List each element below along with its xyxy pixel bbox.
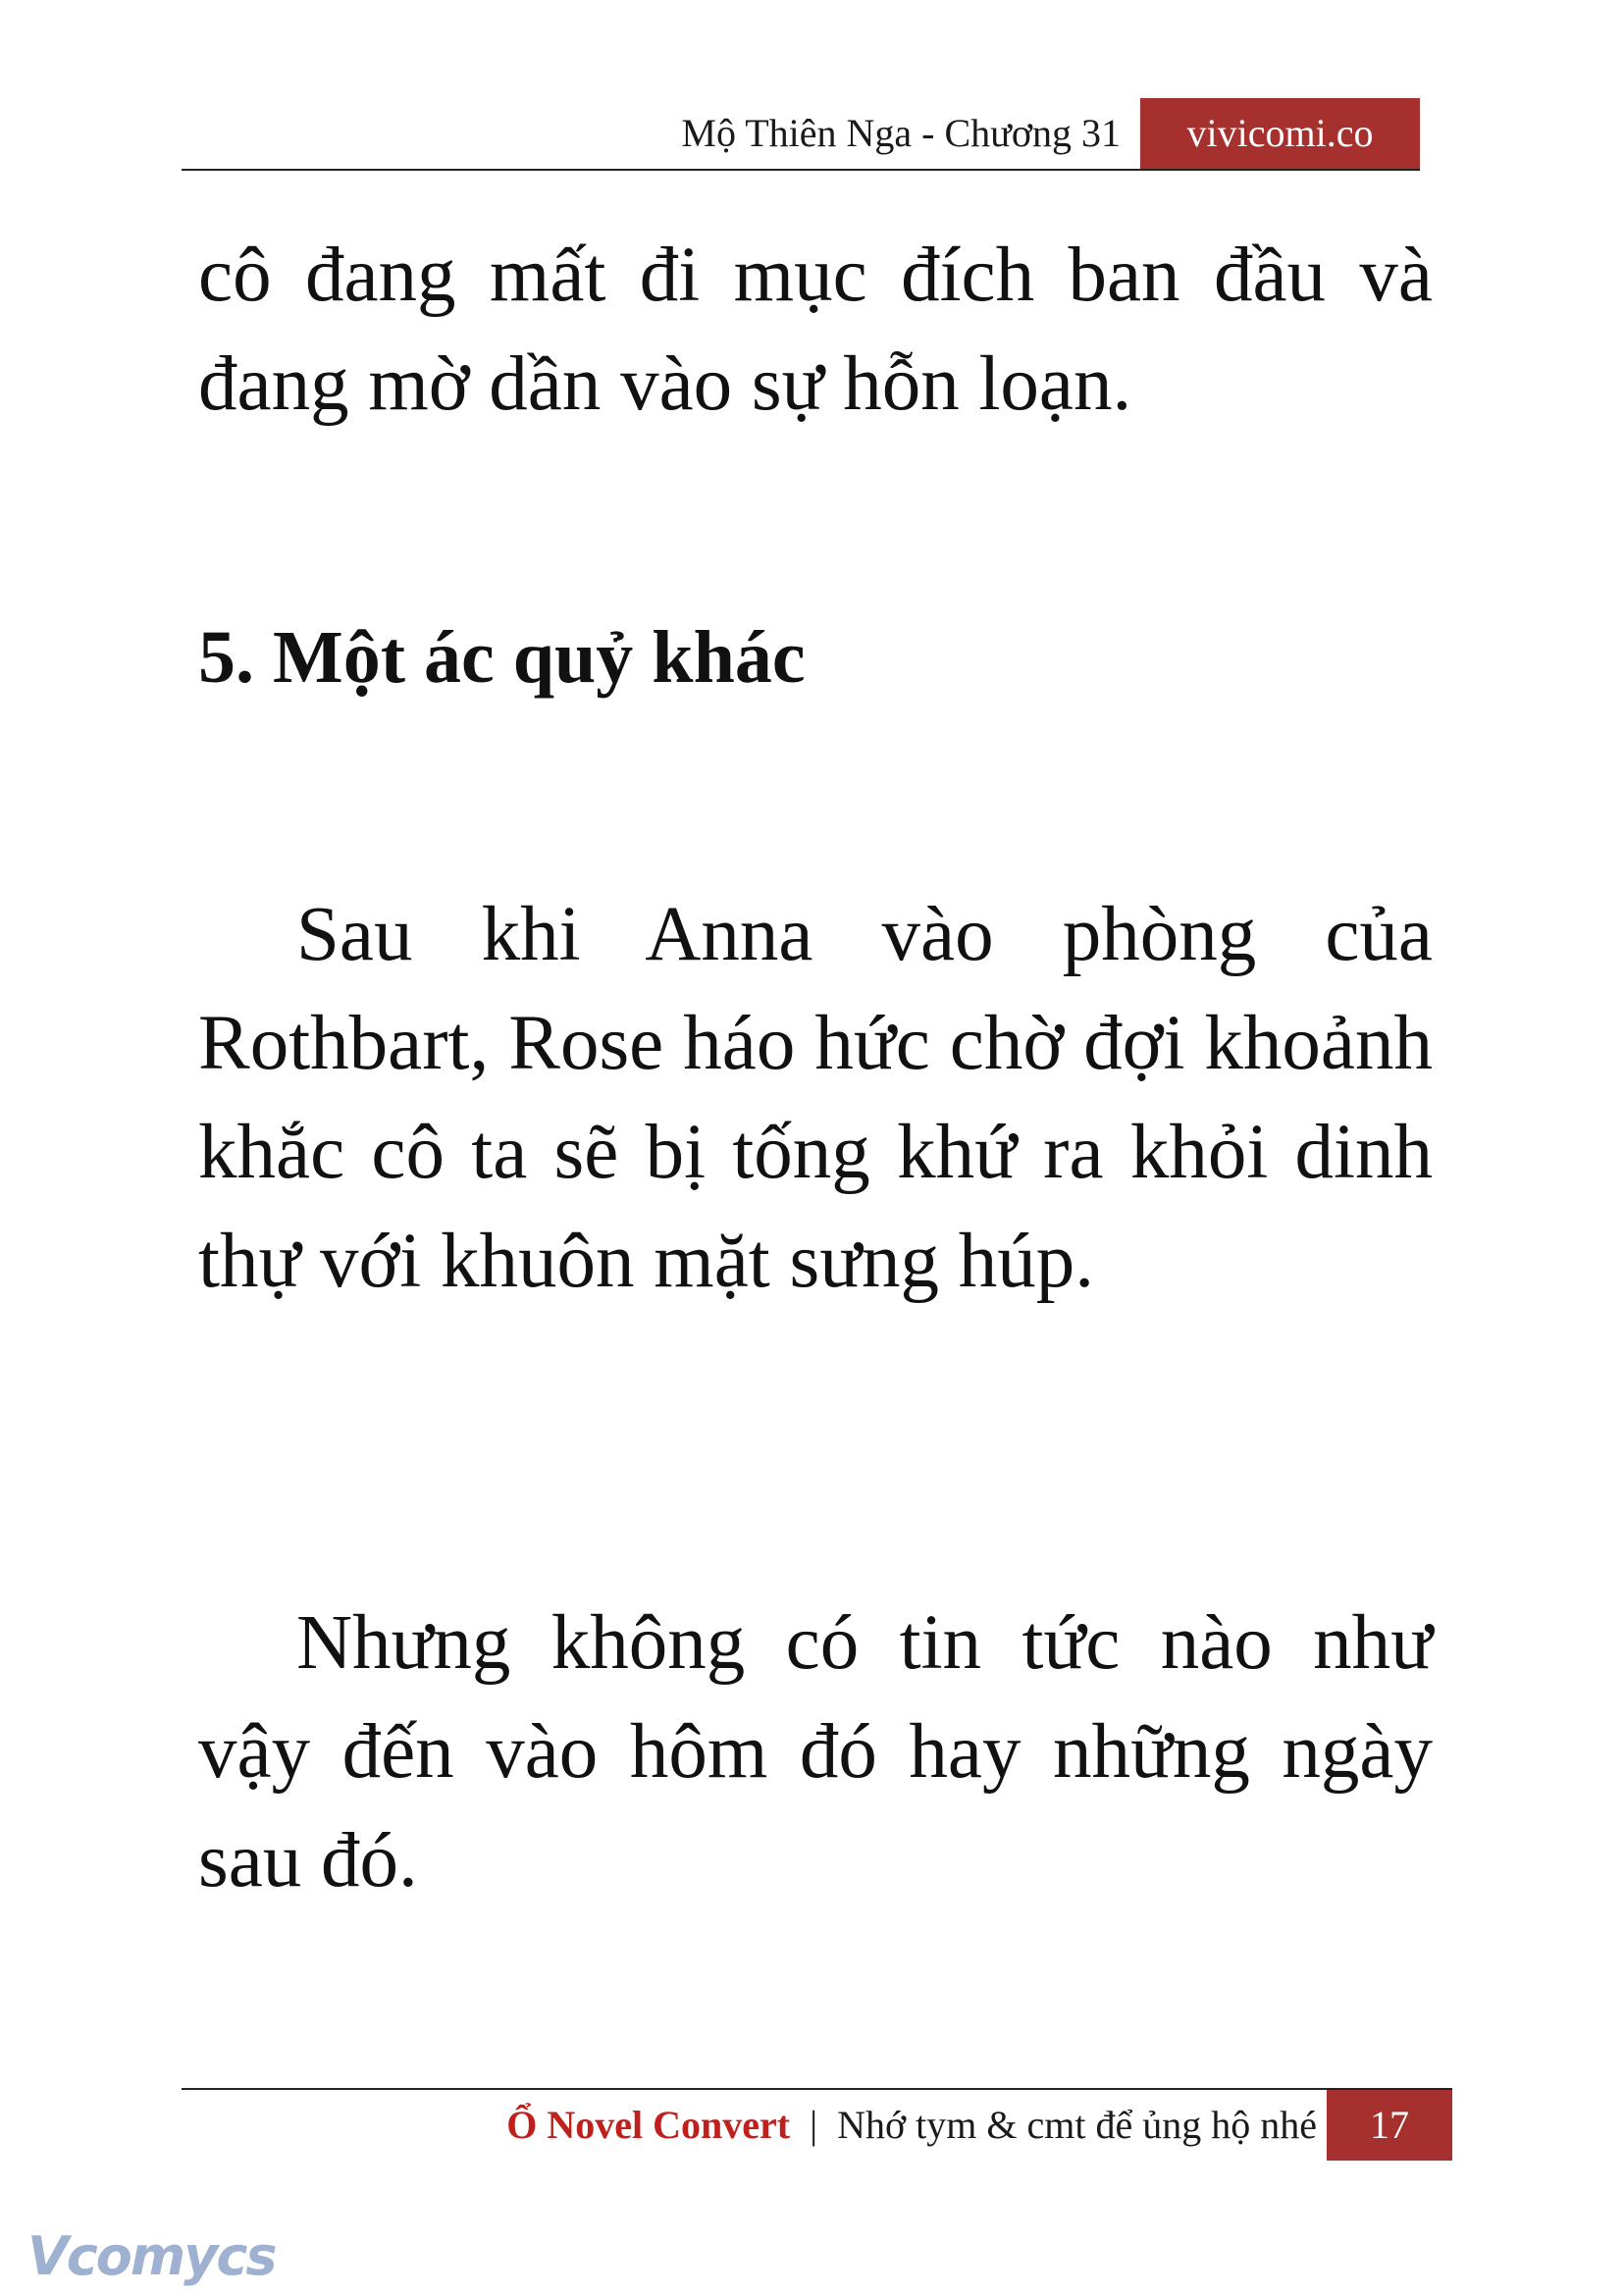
watermark-logo: Vcomycs: [27, 2225, 276, 2287]
site-badge: vivicomi.co: [1140, 98, 1420, 169]
chapter-title: Mộ Thiên Nga - Chương 31: [681, 111, 1121, 155]
page-number: 17: [1327, 2090, 1452, 2161]
paragraph: Nhưng không có tin tức nào như vậy đến vào hôm đó hay những ngày sau đó.: [198, 1600, 1433, 1904]
section-heading: 5. Một ác quỷ khác: [198, 616, 806, 699]
page-header: [182, 98, 1420, 171]
paragraph: Sau khi Anna vào phòng của Rothbart, Rose háo hức chờ đợi khoảnh khắc cô ta sẽ bị tống khứ ra khỏi dinh thự với khuôn mặt sưng húp.: [198, 892, 1433, 1304]
footer-text: [506, 2100, 1317, 2151]
page-footer: [182, 2088, 1452, 2161]
footer-message: Nhớ tym & cmt để ủng hộ nhé: [837, 2103, 1317, 2147]
paragraph: cô đang mất đi mục đích ban đầu và đang mờ dần vào sự hỗn loạn.: [198, 233, 1433, 427]
footer-separator: |: [810, 2103, 818, 2147]
footer-brand: Ổ Novel Convert: [506, 2103, 791, 2147]
